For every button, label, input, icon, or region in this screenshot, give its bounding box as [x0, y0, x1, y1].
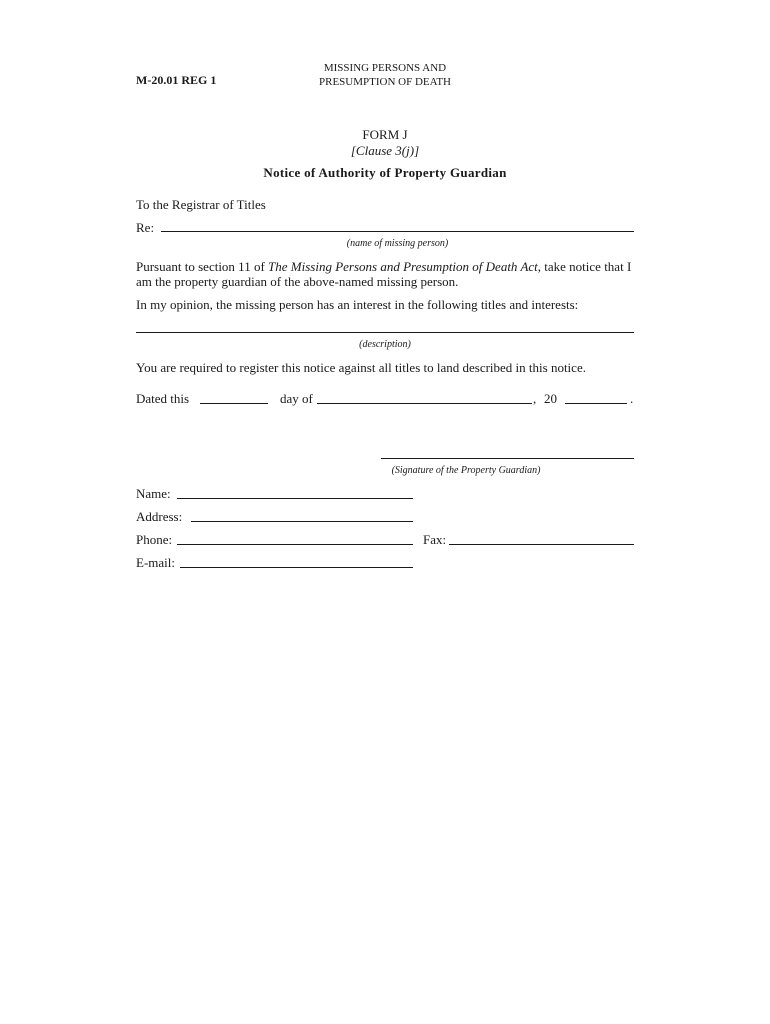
email-label: E-mail: — [136, 555, 175, 570]
act-title — [270, 61, 500, 89]
day-of-label: day of — [280, 391, 313, 406]
year-separator: , — [533, 391, 537, 406]
authority-text-start: Pursuant to section 11 of — [136, 259, 269, 274]
phone-field[interactable] — [177, 544, 413, 545]
missing-person-name-field[interactable] — [161, 231, 634, 232]
description-caption: (description) — [359, 339, 411, 350]
missing-person-caption: (name of missing person) — [346, 238, 449, 249]
opinion-statement: In my opinion, the missing person has an interest in the following titles and interests: — [136, 297, 579, 312]
signature-caption: (Signature of the Property Guardian) — [391, 465, 541, 476]
form-clause: [Clause 3(j)] — [350, 143, 420, 158]
regulation-number: M-20.01 REG 1 — [136, 73, 217, 87]
form-number: FORM J — [362, 127, 408, 142]
email-field[interactable] — [180, 567, 413, 568]
address-label: Address: — [136, 509, 183, 524]
authority-paragraph — [136, 259, 636, 289]
authority-text-end: , take notice that I am the property guardian of the above-named missing person. — [136, 259, 632, 289]
dated-label: Dated this — [136, 391, 190, 406]
fax-field[interactable] — [449, 544, 634, 545]
year-prefix: 20 — [544, 391, 557, 406]
name-label: Name: — [136, 486, 171, 501]
act-title-line1: MISSING PERSONS AND — [323, 62, 447, 74]
act-citation: The Missing Persons and Presumption of Death Act — [268, 259, 538, 274]
name-field[interactable] — [177, 498, 413, 499]
fax-label: Fax: — [423, 532, 447, 547]
form-title: Notice of Authority of Property Guardian — [263, 165, 507, 180]
phone-label: Phone: — [136, 532, 173, 547]
date-period: . — [630, 391, 634, 406]
month-field[interactable] — [317, 403, 532, 404]
year-field[interactable] — [565, 403, 627, 404]
addressee: To the Registrar of Titles — [136, 197, 266, 212]
description-field[interactable] — [136, 332, 634, 333]
re-label: Re: — [136, 220, 155, 235]
day-field[interactable] — [200, 403, 268, 404]
registration-request: You are required to register this notice against all titles to land described in this notice. — [136, 360, 586, 375]
signature-field[interactable] — [381, 458, 634, 459]
act-title-line2: PRESUMPTION OF DEATH — [318, 76, 452, 88]
address-field[interactable] — [191, 521, 413, 522]
